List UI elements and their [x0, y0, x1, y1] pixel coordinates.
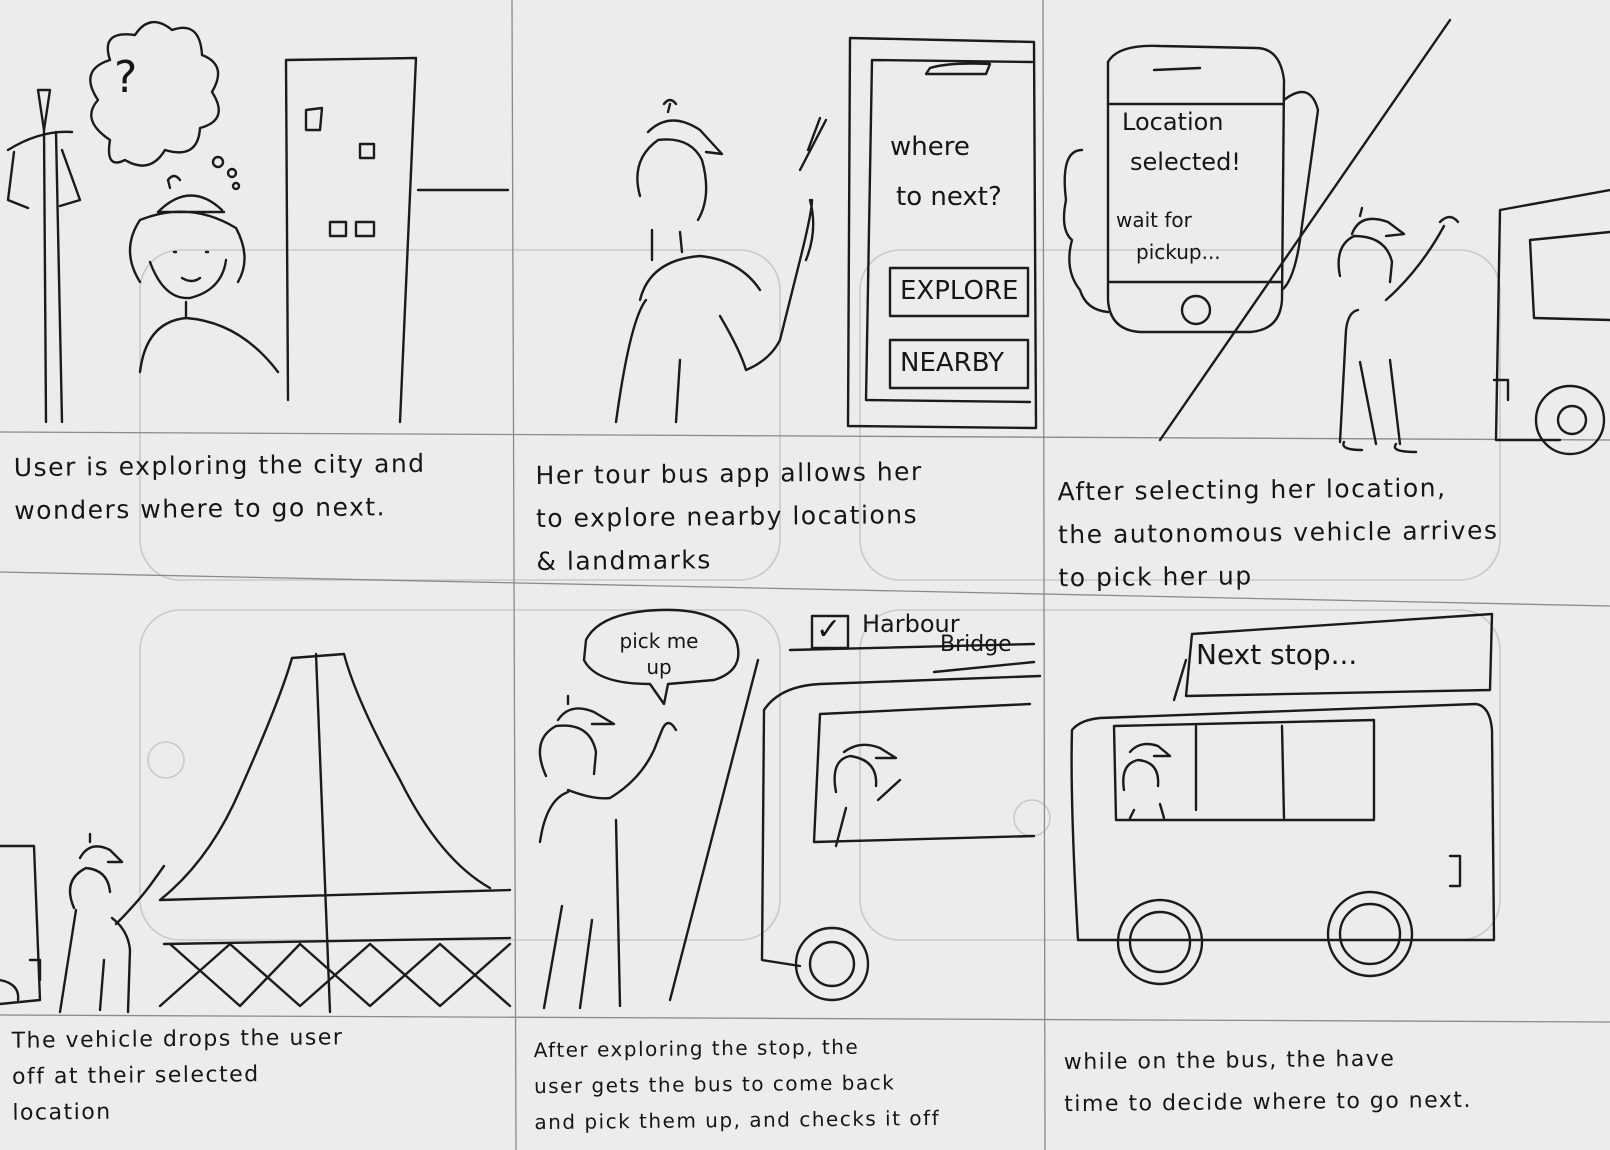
user-figure: [616, 100, 813, 422]
phone2-line-2: selected!: [1130, 148, 1241, 176]
caption-line: wonders where to go next.: [14, 492, 387, 526]
caption-line: User is exploring the city and: [13, 448, 426, 483]
panel-1-drawing: [8, 22, 508, 422]
thought-dot: [213, 157, 223, 167]
phone2-line-4: pickup...: [1136, 240, 1221, 264]
caption-line: location: [12, 1099, 112, 1126]
thought-cloud: [90, 22, 218, 166]
panel-1-caption: [14, 442, 427, 532]
panel-3-drawing: [1064, 20, 1610, 454]
caption-line: time to decide where to go next.: [1064, 1087, 1473, 1118]
building: [286, 58, 508, 422]
check-mark: ✓: [816, 612, 842, 647]
panel-5-caption: [533, 1028, 940, 1140]
bus-sign-line-1: Harbour: [862, 610, 960, 638]
speech-text: pick me up: [619, 629, 699, 679]
home-button: [1182, 296, 1210, 324]
panel-6-caption: [1064, 1038, 1473, 1126]
caption-line: The vehicle drops the user: [11, 1025, 344, 1054]
divider-diagonal: [670, 660, 758, 1000]
caption-line: and pick them up, and checks it off: [534, 1105, 941, 1135]
bus-wheel: [1340, 904, 1400, 964]
caption-line: After selecting her location,: [1057, 473, 1447, 507]
bus-wheel: [810, 942, 854, 986]
phone-question-line-1: where: [890, 132, 970, 162]
bus-wheel-hub: [1558, 406, 1586, 434]
panel-2-caption: [535, 450, 924, 583]
explore-option: EXPLORE: [900, 276, 1019, 306]
bus-sign-line-2: Bridge: [940, 632, 1012, 657]
caption-line: to explore nearby locations: [535, 500, 919, 534]
user-figure: [60, 834, 164, 1012]
caption-line: & landmarks: [536, 545, 712, 577]
bus-body: [1072, 704, 1494, 940]
user-figure: [130, 176, 278, 372]
user-figure: [540, 696, 676, 1008]
bus-body: [762, 676, 1040, 966]
caption-line: to pick her up: [1058, 561, 1253, 593]
hand-phone: [1064, 46, 1318, 332]
passenger-figure: [1123, 744, 1170, 818]
caption-line: Her tour bus app allows her: [535, 456, 923, 491]
nearby-option: NEARBY: [900, 348, 1005, 378]
caption-line: user gets the bus to come back: [533, 1070, 896, 1099]
caption-line: After exploring the stop, the: [533, 1034, 860, 1063]
phone-question-line-2: to next?: [896, 182, 1002, 212]
bus-wheel: [1536, 386, 1604, 454]
phone2-line-1: Location: [1122, 108, 1224, 136]
vehicle-back: [0, 846, 40, 1004]
street-lamp: [8, 90, 80, 422]
bus-wheel: [796, 928, 868, 1000]
bus-front: [1494, 190, 1610, 440]
divider-diagonal: [1160, 20, 1450, 440]
user-figure: [1339, 208, 1458, 452]
caption-line: off at their selected: [11, 1062, 260, 1090]
thought-question-mark: ?: [114, 52, 138, 103]
phone2-line-3: wait for: [1116, 208, 1192, 232]
caption-line: while on the bus, the have: [1063, 1046, 1396, 1076]
passenger-figure: [835, 745, 900, 846]
panel-4-caption: [11, 1020, 344, 1131]
bus-wheel: [1130, 912, 1190, 972]
bridge-truss: [160, 944, 510, 1006]
next-stop-text: Next stop...: [1196, 638, 1358, 671]
panel-4-drawing: [0, 654, 510, 1012]
thought-dot: [233, 183, 239, 189]
thought-dot: [228, 169, 236, 177]
caption-line: the autonomous vehicle arrives: [1057, 515, 1499, 550]
panel-3-caption: [1057, 466, 1499, 600]
